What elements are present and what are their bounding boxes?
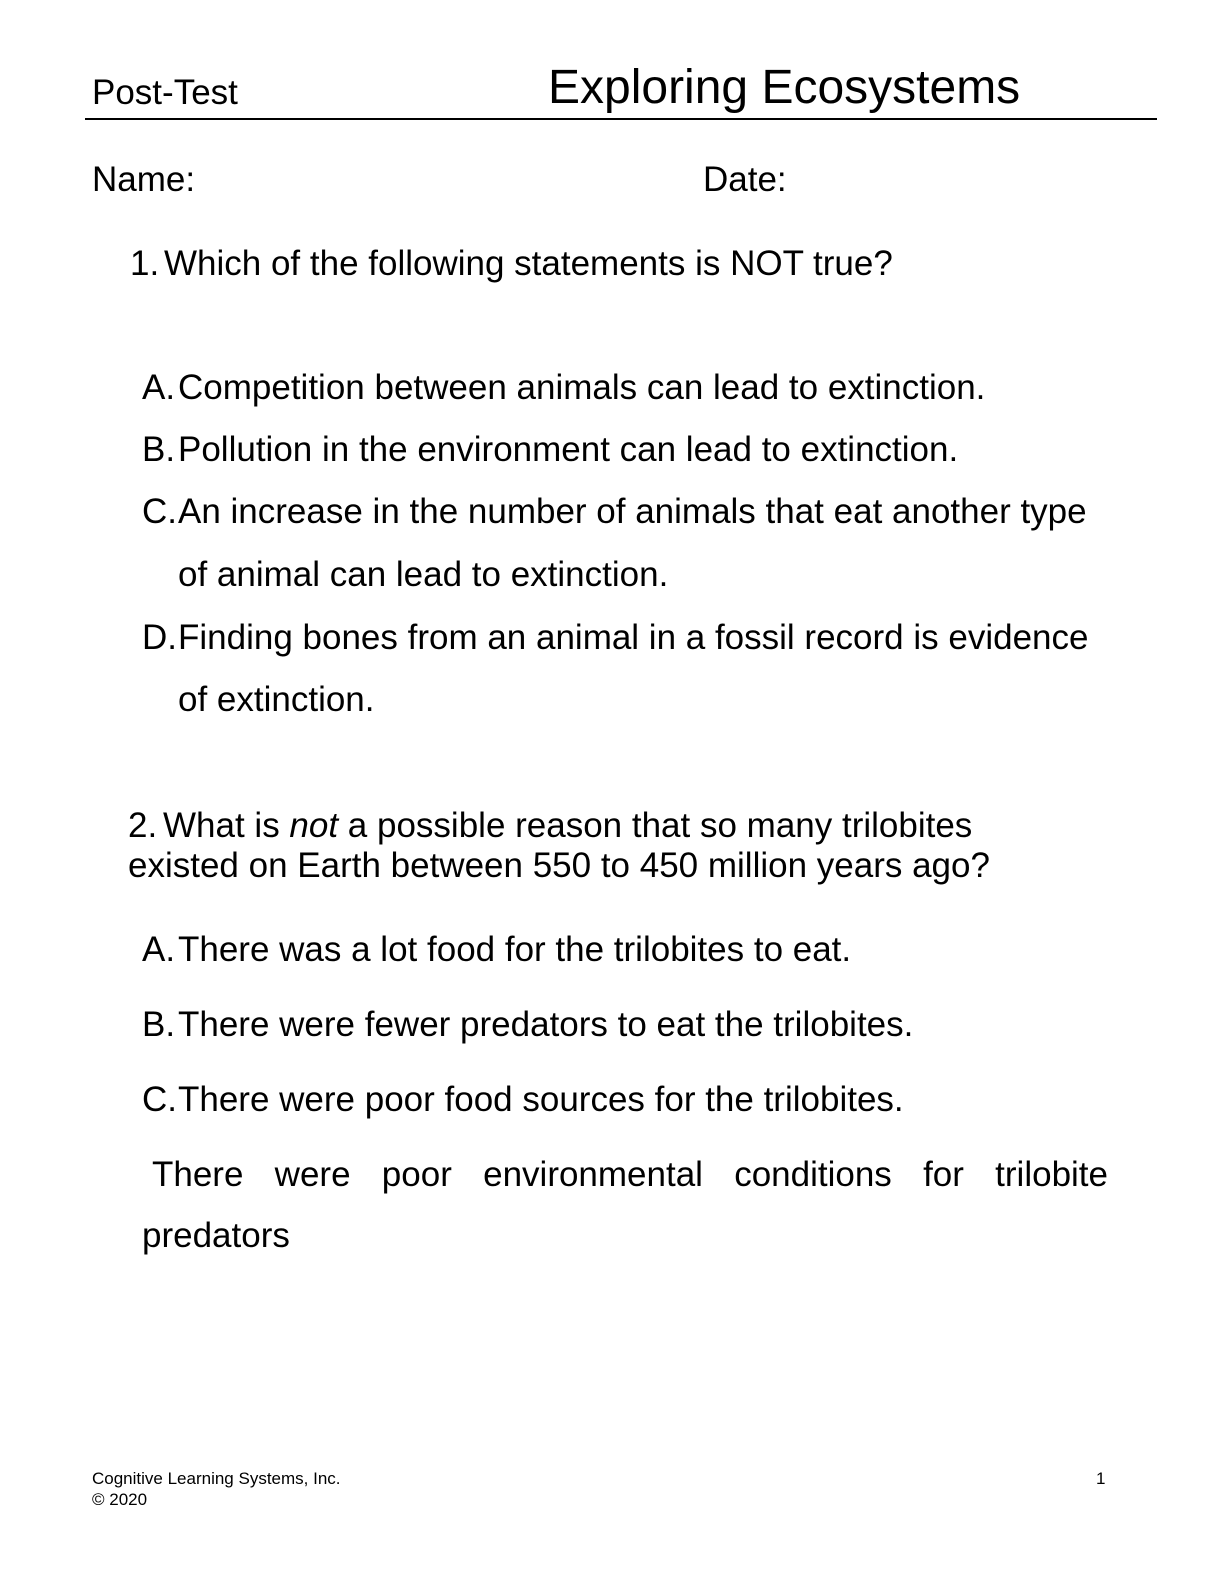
page-number: 1: [1096, 1469, 1106, 1488]
question-1: [130, 244, 893, 284]
q1-option-c-text: An increase in the number of animals that eat another type: [178, 492, 1087, 531]
date-field-label: Date:: [703, 160, 787, 199]
q1-option-d-continuation: of extinction.: [178, 680, 375, 719]
question-2-number: 2.: [128, 806, 158, 845]
post-test-label: Post-Test: [92, 73, 238, 112]
question-2-text-before: What is: [163, 806, 290, 845]
q2-option-c: [142, 1080, 904, 1120]
q2-option-b-text: There were fewer predators to eat the trilobites.: [178, 1005, 914, 1044]
question-1-number: 1.: [130, 244, 160, 283]
question-2: [128, 806, 972, 846]
q1-option-b: [142, 430, 958, 470]
q1-option-a-text: Competition between animals can lead to extinction.: [178, 368, 986, 407]
q2-option-b-letter: B.: [142, 1005, 176, 1044]
q2-option-c-letter: C.: [142, 1080, 177, 1119]
q2-option-b: [142, 1005, 913, 1045]
q1-option-b-text: Pollution in the environment can lead to extinction.: [178, 430, 959, 469]
q2-option-d-continuation: predators: [142, 1216, 290, 1255]
page-title: Exploring Ecosystems: [548, 61, 1021, 114]
q2-option-d: There were poor environmental conditions for trilobite: [152, 1155, 1108, 1194]
question-2-emphasis: not: [289, 806, 339, 845]
question-2-line-2: existed on Earth between 550 to 450 million years ago?: [128, 846, 990, 885]
question-1-text: Which of the following statements is NOT true?: [164, 244, 893, 283]
q1-option-c-continuation: of animal can lead to extinction.: [178, 555, 669, 594]
q2-option-a-letter: A.: [142, 930, 176, 969]
q2-option-a: [142, 930, 851, 970]
q1-option-a: [142, 368, 985, 408]
name-field-label: Name:: [92, 160, 196, 199]
q1-option-a-letter: A.: [142, 368, 176, 407]
q1-option-d: [142, 618, 1088, 658]
q2-option-a-text: There was a lot food for the trilobites to eat.: [178, 930, 852, 969]
q1-option-d-text: Finding bones from an animal in a fossil record is evidence: [178, 618, 1089, 657]
header-divider: [85, 118, 1157, 120]
footer-company: Cognitive Learning Systems, Inc.: [92, 1469, 341, 1488]
q1-option-b-letter: B.: [142, 430, 176, 469]
q1-option-c-letter: C.: [142, 492, 177, 531]
footer-copyright: © 2020: [92, 1490, 148, 1509]
q2-option-c-text: There were poor food sources for the trilobites.: [178, 1080, 904, 1119]
q1-option-d-letter: D.: [142, 618, 177, 657]
q1-option-c: [142, 492, 1087, 532]
question-2-text-after: a possible reason that so many trilobites: [338, 806, 973, 845]
